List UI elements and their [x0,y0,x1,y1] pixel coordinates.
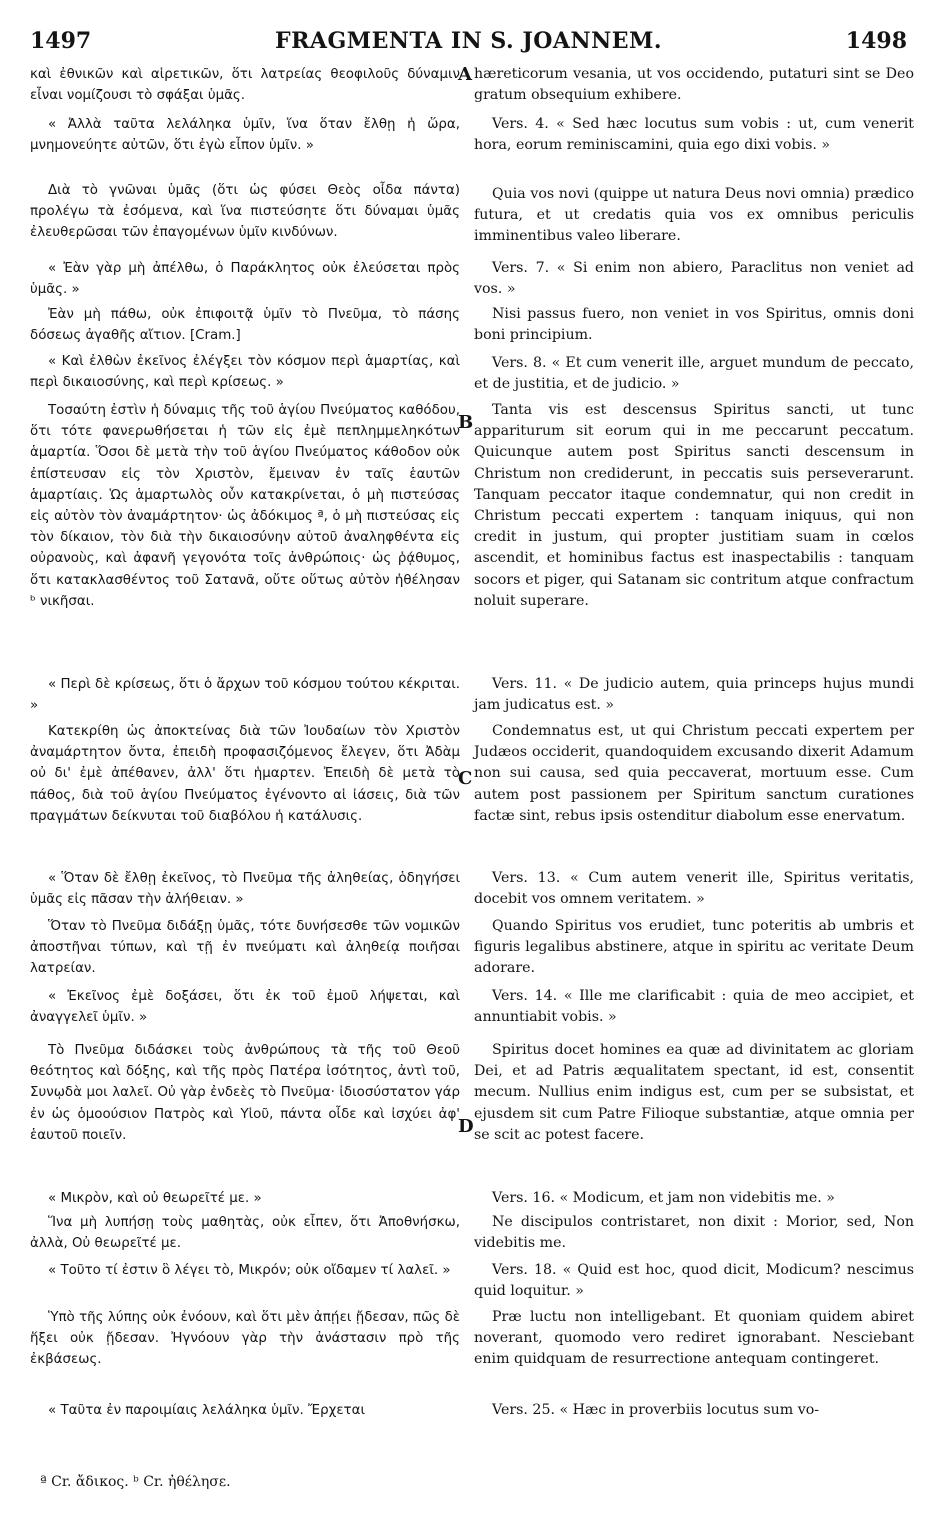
latin-paragraph: Vers. 18. « Quid est hoc, quod dicit, Modicum? nescimus quid loquitur. » [474,1262,914,1300]
greek-paragraph: Ὅταν τὸ Πνεῦμα διδάξῃ ὑμᾶς, τότε δυνήσεσθε τῶν νομικῶν ἀποστῆναι τύπων, καὶ τῇ ἐν πνεύματι καὶ ἀληθείᾳ ποιῆσαι λατρείαν. [30,919,460,977]
footnotes: ª Cr. ἄδικος. ᵇ Cr. ἠθέλησε. [40,1474,231,1490]
greek-paragraph: « Ταῦτα ἐν παροιμίαις λελάληκα ὑμῖν. Ἔρχεται [48,1403,365,1418]
greek-paragraph: Κατεκρίθη ὡς ἀποκτείνας διὰ τῶν Ἰουδαίων τὸν Χριστὸν ἀναμάρτητον ὄντα, ἐπειδὴ προφασιζόμενος ἔλεγεν, ὅτι Ἀδὰμ οὐ δι' ἐμὲ ἀπέθανεν, ἀλλ' ὅτι ἡμαρτεν. Ἐπειδὴ δὲ μετὰ τὸ πάθος, διὰ τοῦ ἁγίου Πνεύματος ἐγένοντο αἱ ἰάσεις, διὰ τῶν πραγμάτων δείκνυται τοῦ διαβόλου ἡ κατάλυσις. [30,724,460,824]
latin-paragraph: Vers. 7. « Si enim non abiero, Paraclitus non veniet ad vos. » [474,260,914,298]
greek-paragraph: « Ἐὰν γὰρ μὴ ἀπέλθω, ὁ Παράκλητος οὐκ ἐλεύσεται πρὸς ὑμᾶς. » [30,261,460,298]
latin-paragraph: Vers. 13. « Cum autem venerit ille, Spiritus veritatis, docebit vos omnem veritatem. » [474,870,914,908]
greek-paragraph: « Ὅταν δὲ ἔλθῃ ἐκεῖνος, τὸ Πνεῦμα τῆς ἀληθείας, ὁδηγήσει ὑμᾶς εἰς πᾶσαν τὴν ἀλήθειαν. » [30,871,460,908]
running-title: FRAGMENTA IN S. JOANNEM. [274,28,662,54]
greek-paragraph: « Καὶ ἐλθὼν ἐκεῖνος ἐλέγξει τὸν κόσμον περὶ ἁμαρτίας, καὶ περὶ δικαιοσύνης, καὶ περὶ κρίσεως. » [30,354,460,391]
margin-letter-d: D [458,1116,474,1137]
latin-paragraph: Tanta vis est descensus Spiritus sancti, ut tunc appariturum sit eorum qui in me peccarunt peccatum. Quicunque autem post Spiritus sancti descensum in Christum non crediderunt, in peccatis suis perseverarunt. Tanquam peccator itaque condemnatur, qui non credit in Christum peccati expertem : tanquam iniquus, qui non credit in justum, qui propter justitiam suam in cœlos ascendit, et hominibus factus est inaspectabilis : tanquam socors et piger, qui Satanam sic contritum atque confractum noluit superare. [474,402,914,609]
greek-paragraph: Διὰ τὸ γνῶναι ὑμᾶς (ὅτι ὡς φύσει Θεὸς οἶδα πάντα) προλέγω τὰ ἐσόμενα, καὶ ἵνα πιστεύσητε ὅτι δύναμαι ὑμᾶς ἐλευθερῶσαι τῶν ἐπαγομένων ὑμῖν κινδύνων. [30,183,460,241]
latin-paragraph: Vers. 8. « Et cum venerit ille, arguet mundum de peccato, et de justitia, et de judicio. » [474,355,914,393]
running-header [30,28,907,58]
greek-paragraph: « Ἐκεῖνος ἐμὲ δοξάσει, ὅτι ἐκ τοῦ ἐμοῦ λήψεται, καὶ ἀναγγελεῖ ὑμῖν. » [30,989,460,1026]
latin-paragraph: Vers. 25. « Hæc in proverbiis locutus sum vo- [492,1402,820,1418]
latin-paragraph: Condemnatus est, ut qui Christum peccati expertem per Judæos occiderit, quandoquidem excusando dixerit Adamum non sui causa, sed quia peccaverat, mortuum esse. Cum autem post passionem per Spiritum sanctum curationes factæ sint, rebus ipsis ostenditur diabolum esse enervatum. [474,723,914,824]
latin-paragraph: Præ luctu non intelligebant. Et quoniam quidem abiret noverant, quomodo vero rediret ignorabant. Nesciebant enim quidquam de resurrectione antequam contingeret. [474,1309,914,1368]
page-number-left: 1497 [30,28,92,54]
greek-paragraph: « Ἀλλὰ ταῦτα λελάληκα ὑμῖν, ἵνα ὅταν ἔλθῃ ἡ ὥρα, μνημονεύητε αὐτῶν, ὅτι ἐγὼ εἶπον ὑμῖν. » [30,117,460,154]
latin-paragraph: hæreticorum vesania, ut vos occidendo, putaturi sint se Deo gratum obsequium exhibere. [474,66,914,104]
greek-paragraph: « Περὶ δὲ κρίσεως, ὅτι ὁ ἄρχων τοῦ κόσμου τούτου κέκριται. » [30,677,461,714]
latin-paragraph: Nisi passus fuero, non veniet in vos Spiritus, omnis doni boni principium. [474,306,914,344]
latin-paragraph: Spiritus docet homines ea quæ ad divinitatem ac gloriam Dei, et ad Patris æqualitatem spectant, id est, consentit mecum. Nullius enim indigus est, cum per se subsistat, et ejusdem sit cum Patre Filioque substantiæ, atque omnia per se scit ac potest facere. [474,1042,914,1143]
latin-paragraph: Ne discipulos contristaret, non dixit : Morior, sed, Non videbitis me. [474,1214,914,1252]
latin-paragraph: Quando Spiritus vos erudiet, tunc poteritis ab umbris et figuris legalibus abstinere, atque in spiritu ac veritate Deum adorare. [474,918,914,977]
margin-letter-c: C [458,768,473,789]
greek-paragraph: καὶ ἐθνικῶν καὶ αἱρετικῶν, ὅτι λατρείας θεοφιλοῦς δύναμιν εἶναι νομίζουσι τὸ σφάξαι ὑμᾶς. [30,67,460,104]
margin-letter-b: B [458,412,474,433]
greek-paragraph: « Μικρὸν, καὶ οὐ θεωρεῖτέ με. » [48,1191,262,1206]
greek-paragraph: Ἐὰν μὴ πάθω, οὐκ ἐπιφοιτᾷ ὑμῖν τὸ Πνεῦμα, τὸ πάσης δόσεως ἀγαθῆς αἴτιον. [Cram.] [30,307,460,344]
latin-paragraph: Vers. 11. « De judicio autem, quia princeps hujus mundi jam judicatus est. » [474,676,914,714]
page-number-right: 1498 [845,28,907,54]
greek-paragraph: Ὑπὸ τῆς λύπης οὐκ ἐνόουν, καὶ ὅτι μὲν ἀπῄει ᾔδεσαν, πῶς δὲ ἥξει οὐκ ᾔδεσαν. Ἠγνόουν γὰρ τὴν ἀνάστασιν πρὸ τῆς ἐκβάσεως. [30,1310,460,1368]
greek-paragraph: Τοσαύτη ἐστὶν ἡ δύναμις τῆς τοῦ ἁγίου Πνεύματος καθόδου, ὅτι τότε φανερωθήσεται ἡ τῶν εἰς ἐμὲ πεπλημμεληκότων ἁμαρτία. Ὅσοι δὲ μετὰ τὴν τοῦ ἁγίου Πνεύματος κάθοδον οὐκ ἐπίστευσαν εἰς τὸν Χριστὸν, ἔμειναν ἐν ταῖς ἑαυτῶν ἁμαρτίαις. Ὡς ἁμαρτωλὸς οὖν κατακρίνεται, ὁ μὴ πιστεύσας εἰς αὐτὸν τὸν ἀναμάρτητον· ὡς ἀδόκιμος ª, ὁ μὴ πιστεύσας εἰς τὸν δίκαιον, τὸν διὰ τὴν δικαιοσύνην αὐτοῦ ἀναληφθέντα εἰς οὐρανοὺς, καὶ ἀφανῆ γεγονότα τοῖς ἀνθρώποις· ὡς ῥᾴθυμος, ὅτι κατακλασθέντος τοῦ Σατανᾶ, οὔτε οὕτως αὐτὸν ἠθέλησαν ᵇ νικῆσαι. [30,403,460,609]
latin-paragraph: Quia vos novi (quippe ut natura Deus novi omnia) prædico futura, et ut credatis quia vos ex omnibus periculis imminentibus valeo liberare. [474,186,914,245]
greek-paragraph: Τὸ Πνεῦμα διδάσκει τοὺς ἀνθρώπους τὰ τῆς τοῦ Θεοῦ θεότητος καὶ δόξης, καὶ τῆς πρὸς Πατέρα ἰσότητος, ἀντὶ τοῦ, Συνῳδὰ μοι λαλεῖ. Οὐ γὰρ ἐνδεὲς τὸ Πνεῦμα· ἰδιοσύστατον γάρ ἐν ὡς ὁμοούσιον Πατρὸς καὶ Υἱοῦ, πάντα οἶδε καὶ ἰσχύει ἀφ' ἑαυτοῦ ποιεῖν. [30,1043,460,1143]
greek-paragraph: « Τοῦτο τί ἐστιν ὃ λέγει τὸ, Μικρόν; οὐκ οἴδαμεν τί λαλεῖ. » [48,1263,451,1278]
greek-paragraph: Ἵνα μὴ λυπήσῃ τοὺς μαθητὰς, οὐκ εἶπεν, ὅτι Ἀποθνήσκω, ἀλλὰ, Οὐ θεωρεῖτέ με. [30,1215,460,1252]
latin-paragraph: Vers. 16. « Modicum, et jam non videbitis me. » [492,1190,835,1206]
margin-letter-a: A [458,64,472,85]
latin-paragraph: Vers. 4. « Sed hæc locutus sum vobis : ut, cum venerit hora, eorum reminiscamini, quia ego dixi vobis. » [474,116,914,154]
latin-paragraph: Vers. 14. « Ille me clarificabit : quia de meo accipiet, et annuntiabit vobis. » [474,988,914,1026]
